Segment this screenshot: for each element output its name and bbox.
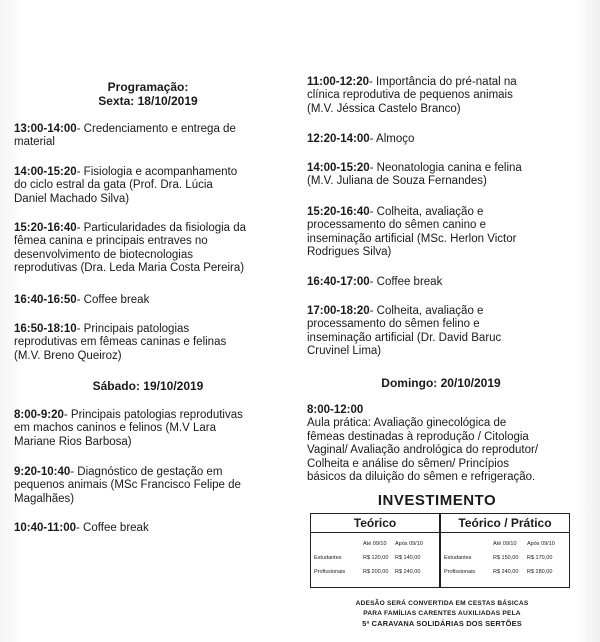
schedule-item: 15:20-16:40- Particularidades da fisiologia da fêmea canina e principais entraves no desenvolvimento de biotecnologias reprodutivas (Dra. Leda Maria Costa Pereira): [14, 222, 247, 275]
schedule-item: 15:20-16:40- Colheita, avaliação e processamento do sêmen canino e inseminação artificial (MSc. Herlon Victor Rodrigues Silva): [307, 206, 517, 259]
schedule-item: 14:00-15:20- Fisiologia e acompanhamento do ciclo estral da gata (Prof. Dra. Lúcia Daniel Machado Silva): [14, 166, 238, 205]
table-row: Estudantes: [444, 555, 472, 561]
table-header: Teórico: [311, 514, 439, 533]
price-value: R$ 240,00: [395, 569, 421, 575]
price-table-teorico: [310, 513, 440, 588]
table-row: Profissionais: [314, 569, 346, 575]
price-value: R$ 280,00: [527, 569, 553, 575]
price-value: R$ 120,00: [363, 555, 389, 561]
schedule-item: 16:50-18:10- Principais patologias reprodutivas em fêmeas caninas e felinas (M.V. Breno Queiroz): [14, 323, 227, 362]
table-row: Estudantes: [314, 555, 342, 561]
practical-class: 8:00-12:00 Aula prática: Avaliação ginecológica de fêmeas destinadas à reprodução / Citologia Vaginal/ Avaliação andrológica do reprodutor/ Colheita e análise do sêmen/ Princípios básicos da diluição do sêmen e refrigeração.: [307, 404, 539, 484]
price-value: R$ 240,00: [493, 569, 519, 575]
schedule-item: 10:40-11:00- Coffee break: [14, 522, 149, 534]
schedule-item: 12:20-14:00- Almoço: [307, 133, 415, 145]
price-table-teorico-pratico: [440, 513, 570, 588]
footer-note: ADESÃO SERÁ CONVERTIDA EM CESTAS BÁSICAS PARA FAMÍLIAS CARENTES AUXILIADAS PELA 5ª CARAVANA SOLIDÁRIAS DOS SERTÕES: [355, 600, 529, 628]
schedule-item: 11:00-12:20- Importância do pré-natal na clínica reprodutiva de pequenos animais (M.V. Jéssica Castelo Branco): [307, 76, 517, 115]
column-header: Após 09/10: [395, 541, 423, 547]
schedule-item: 14:00-15:20- Neonatologia canina e felina (M.V. Juliana de Souza Fernandes): [307, 162, 522, 188]
investment-title: INVESTIMENTO: [377, 492, 497, 509]
schedule-item: 16:40-16:50- Coffee break: [14, 294, 150, 306]
price-value: R$ 170,00: [527, 555, 553, 561]
price-value: R$ 140,00: [395, 555, 421, 561]
program-heading: Programação: Sexta: 18/10/2019: [98, 80, 198, 108]
table-header: Teórico / Prático: [441, 514, 569, 533]
table-row: Profissionais: [444, 569, 476, 575]
schedule-item: 17:00-18:20- Colheita, avaliação e processamento do sêmen felino e inseminação artificial (Dr. David Baruc Cruvinel Lima): [307, 305, 502, 358]
column-header: Até 09/10: [493, 541, 517, 547]
schedule-item: 13:00-14:00- Credenciamento e entrega de material: [14, 123, 236, 149]
column-header: Até 09/10: [363, 541, 387, 547]
price-value: R$ 200,00: [363, 569, 389, 575]
column-header: Após 09/10: [527, 541, 555, 547]
schedule-item: 9:20-10:40- Diagnóstico de gestação em pequenos animais (MSc Francisco Felipe de Magalhães): [14, 466, 241, 505]
price-value: R$ 150,00: [493, 555, 519, 561]
day-heading-domingo: Domingo: 20/10/2019: [381, 376, 501, 390]
day-heading-sabado: Sábado: 19/10/2019: [92, 379, 204, 393]
schedule-item: 16:40-17:00- Coffee break: [307, 276, 443, 288]
schedule-item: 8:00-9:20- Principais patologias reprodutivas em machos caninos e felinos (M.V Lara Mariane Rios Barbosa): [14, 409, 243, 448]
